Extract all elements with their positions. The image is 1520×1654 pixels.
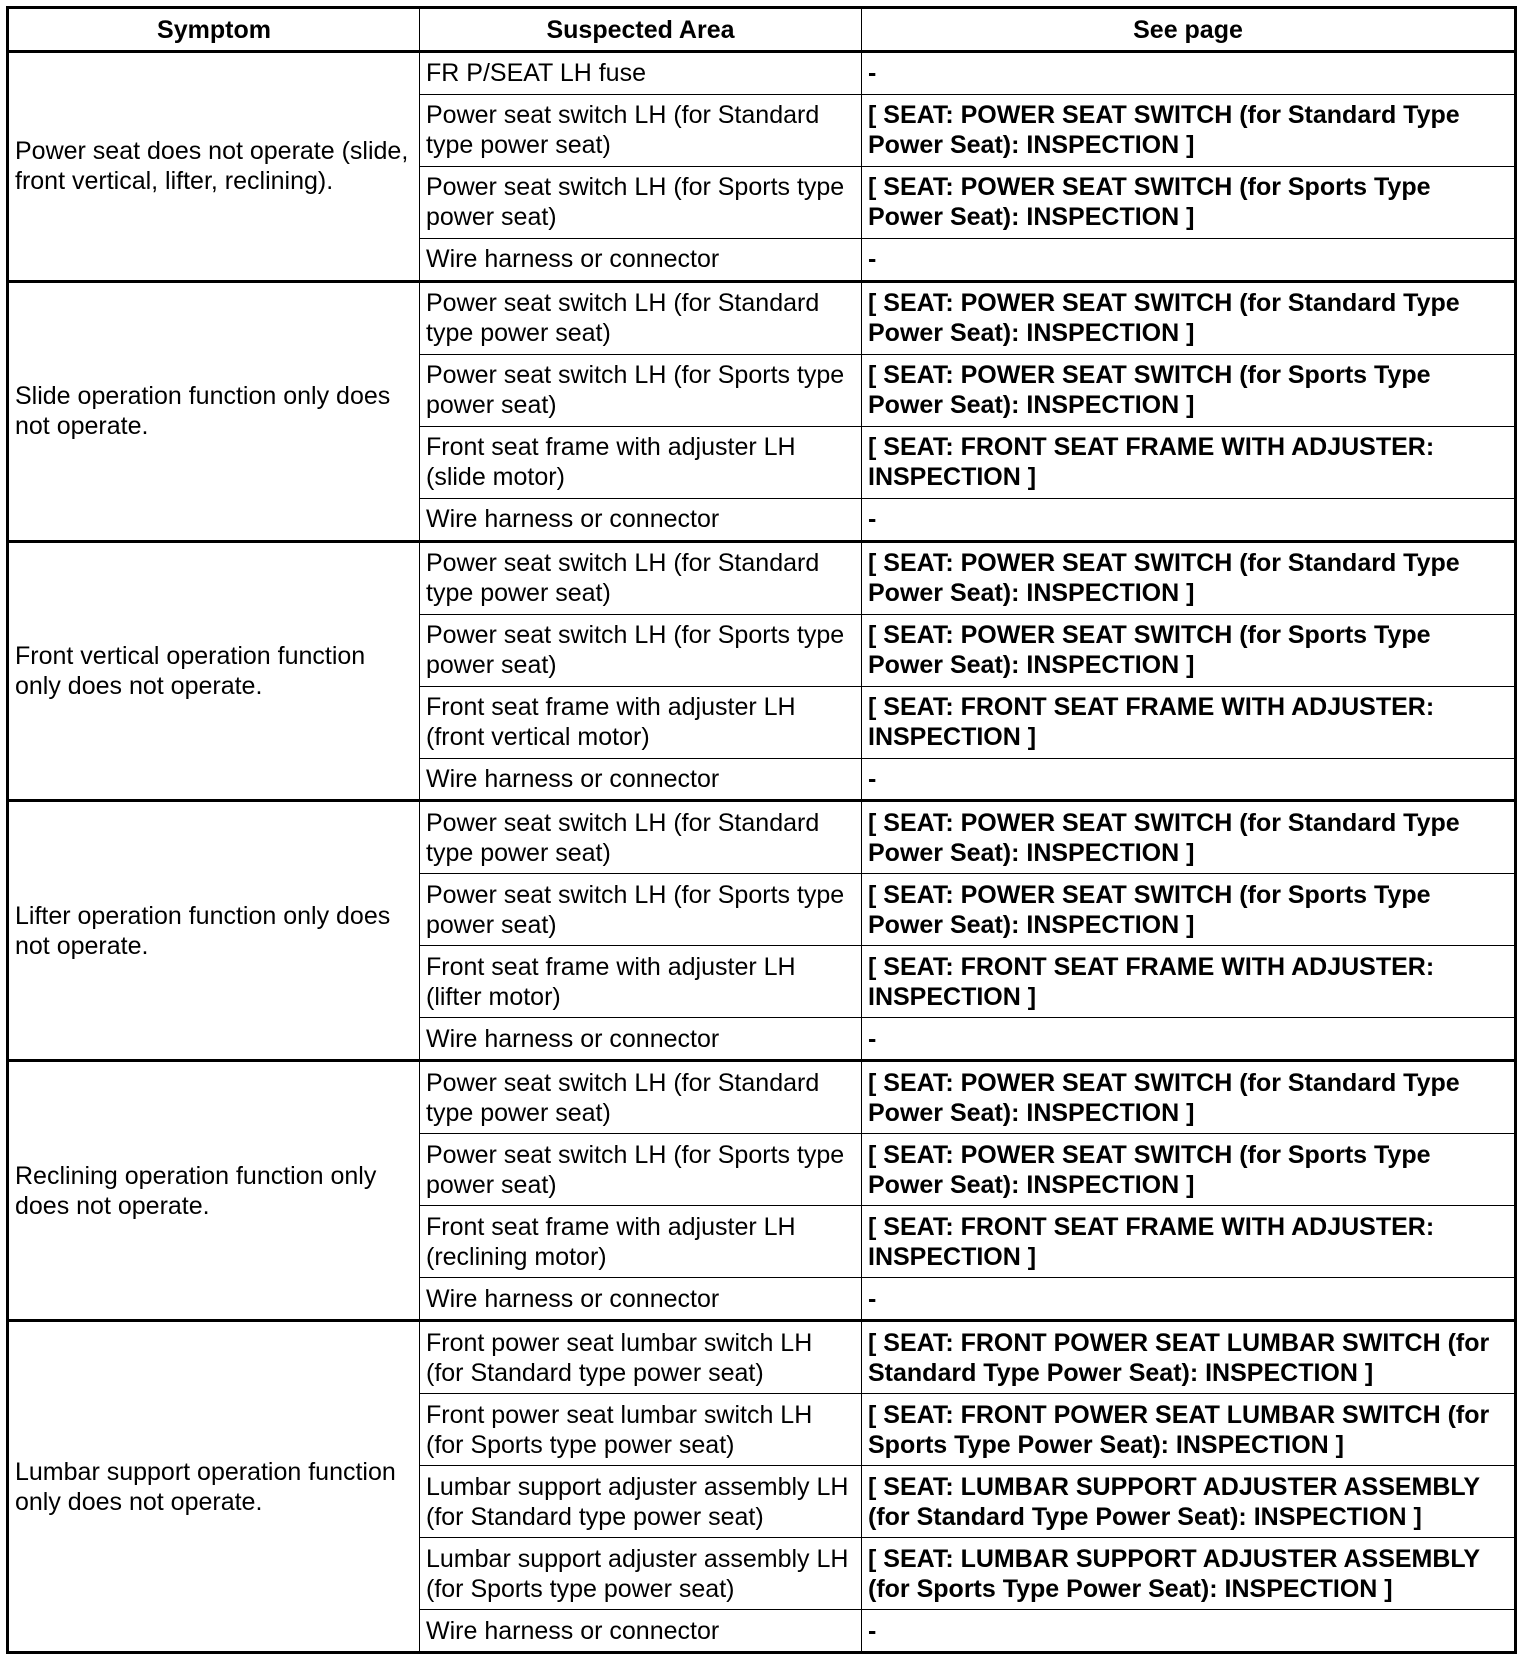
suspected-area-cell: Power seat switch LH (for Sports type power seat) (420, 1134, 862, 1206)
table-row (8, 541, 1516, 614)
suspected-area-cell: Front seat frame with adjuster LH (reclining motor) (420, 1206, 862, 1278)
suspected-area-cell: Power seat switch LH (for Sports type power seat) (420, 166, 862, 238)
see-page-cell: - (862, 1018, 1516, 1061)
see-page-link[interactable]: [ SEAT: FRONT SEAT FRAME WITH ADJUSTER: INSPECTION ] (862, 426, 1516, 498)
see-page-link[interactable]: [ SEAT: FRONT POWER SEAT LUMBAR SWITCH (for Standard Type Power Seat): INSPECTION ] (862, 1321, 1516, 1394)
symptom-cell: Reclining operation function only does not operate. (8, 1061, 420, 1321)
see-page-link[interactable]: [ SEAT: FRONT SEAT FRAME WITH ADJUSTER: INSPECTION ] (862, 686, 1516, 758)
symptom-cell: Lifter operation function only does not operate. (8, 801, 420, 1061)
see-page-link[interactable]: [ SEAT: POWER SEAT SWITCH (for Sports Type Power Seat): INSPECTION ] (862, 166, 1516, 238)
table-row (8, 1321, 1516, 1394)
table-row (8, 281, 1516, 354)
suspected-area-cell: Power seat switch LH (for Standard type power seat) (420, 801, 862, 874)
symptom-cell: Power seat does not operate (slide, front vertical, lifter, reclining). (8, 52, 420, 282)
suspected-area-cell: Wire harness or connector (420, 1278, 862, 1321)
suspected-area-cell: Front seat frame with adjuster LH (lifter motor) (420, 946, 862, 1018)
suspected-area-cell: Wire harness or connector (420, 1610, 862, 1653)
suspected-area-cell: Wire harness or connector (420, 498, 862, 541)
symptom-cell: Lumbar support operation function only does not operate. (8, 1321, 420, 1653)
see-page-link[interactable]: [ SEAT: POWER SEAT SWITCH (for Sports Type Power Seat): INSPECTION ] (862, 354, 1516, 426)
suspected-area-cell: Lumbar support adjuster assembly LH (for Standard type power seat) (420, 1466, 862, 1538)
see-page-link[interactable]: [ SEAT: POWER SEAT SWITCH (for Standard Type Power Seat): INSPECTION ] (862, 94, 1516, 166)
symptom-group (8, 541, 1516, 801)
symptom-group (8, 281, 1516, 541)
suspected-area-cell: Power seat switch LH (for Standard type power seat) (420, 281, 862, 354)
suspected-area-cell: Power seat switch LH (for Sports type power seat) (420, 354, 862, 426)
suspected-area-cell: Front power seat lumbar switch LH (for Standard type power seat) (420, 1321, 862, 1394)
header-symptom: Symptom (8, 8, 420, 52)
table-row (8, 52, 1516, 95)
see-page-link[interactable]: [ SEAT: POWER SEAT SWITCH (for Standard Type Power Seat): INSPECTION ] (862, 541, 1516, 614)
suspected-area-cell: Front seat frame with adjuster LH (front vertical motor) (420, 686, 862, 758)
suspected-area-cell: Front seat frame with adjuster LH (slide motor) (420, 426, 862, 498)
suspected-area-cell: Lumbar support adjuster assembly LH (for Sports type power seat) (420, 1538, 862, 1610)
see-page-cell: - (862, 238, 1516, 281)
see-page-link[interactable]: [ SEAT: FRONT SEAT FRAME WITH ADJUSTER: INSPECTION ] (862, 1206, 1516, 1278)
suspected-area-cell: Power seat switch LH (for Standard type power seat) (420, 1061, 862, 1134)
header-suspected-area: Suspected Area (420, 8, 862, 52)
suspected-area-cell: Front power seat lumbar switch LH (for Sports type power seat) (420, 1394, 862, 1466)
see-page-cell: - (862, 1610, 1516, 1653)
see-page-cell: - (862, 758, 1516, 801)
symptom-group (8, 1061, 1516, 1321)
symptom-group (8, 801, 1516, 1061)
see-page-cell: - (862, 498, 1516, 541)
suspected-area-cell: FR P/SEAT LH fuse (420, 52, 862, 95)
see-page-link[interactable]: [ SEAT: POWER SEAT SWITCH (for Standard Type Power Seat): INSPECTION ] (862, 801, 1516, 874)
suspected-area-cell: Power seat switch LH (for Standard type power seat) (420, 541, 862, 614)
table-header (8, 8, 1516, 52)
symptom-group (8, 52, 1516, 282)
see-page-link[interactable]: [ SEAT: POWER SEAT SWITCH (for Sports Type Power Seat): INSPECTION ] (862, 614, 1516, 686)
symptom-cell: Front vertical operation function only does not operate. (8, 541, 420, 801)
troubleshooting-table (6, 6, 1517, 1654)
header-row (8, 8, 1516, 52)
symptom-cell: Slide operation function only does not operate. (8, 281, 420, 541)
suspected-area-cell: Power seat switch LH (for Sports type power seat) (420, 874, 862, 946)
header-see-page: See page (862, 8, 1516, 52)
see-page-link[interactable]: [ SEAT: POWER SEAT SWITCH (for Standard Type Power Seat): INSPECTION ] (862, 281, 1516, 354)
see-page-link[interactable]: [ SEAT: POWER SEAT SWITCH (for Sports Type Power Seat): INSPECTION ] (862, 874, 1516, 946)
see-page-cell: - (862, 52, 1516, 95)
see-page-link[interactable]: [ SEAT: FRONT SEAT FRAME WITH ADJUSTER: INSPECTION ] (862, 946, 1516, 1018)
suspected-area-cell: Power seat switch LH (for Standard type power seat) (420, 94, 862, 166)
symptom-group (8, 1321, 1516, 1653)
see-page-link[interactable]: [ SEAT: FRONT POWER SEAT LUMBAR SWITCH (for Sports Type Power Seat): INSPECTION ] (862, 1394, 1516, 1466)
see-page-cell: - (862, 1278, 1516, 1321)
table-row (8, 801, 1516, 874)
suspected-area-cell: Wire harness or connector (420, 758, 862, 801)
see-page-link[interactable]: [ SEAT: POWER SEAT SWITCH (for Sports Type Power Seat): INSPECTION ] (862, 1134, 1516, 1206)
suspected-area-cell: Power seat switch LH (for Sports type power seat) (420, 614, 862, 686)
suspected-area-cell: Wire harness or connector (420, 238, 862, 281)
suspected-area-cell: Wire harness or connector (420, 1018, 862, 1061)
see-page-link[interactable]: [ SEAT: LUMBAR SUPPORT ADJUSTER ASSEMBLY (for Standard Type Power Seat): INSPECTION ] (862, 1466, 1516, 1538)
table-row (8, 1061, 1516, 1134)
see-page-link[interactable]: [ SEAT: LUMBAR SUPPORT ADJUSTER ASSEMBLY (for Sports Type Power Seat): INSPECTION ] (862, 1538, 1516, 1610)
see-page-link[interactable]: [ SEAT: POWER SEAT SWITCH (for Standard Type Power Seat): INSPECTION ] (862, 1061, 1516, 1134)
